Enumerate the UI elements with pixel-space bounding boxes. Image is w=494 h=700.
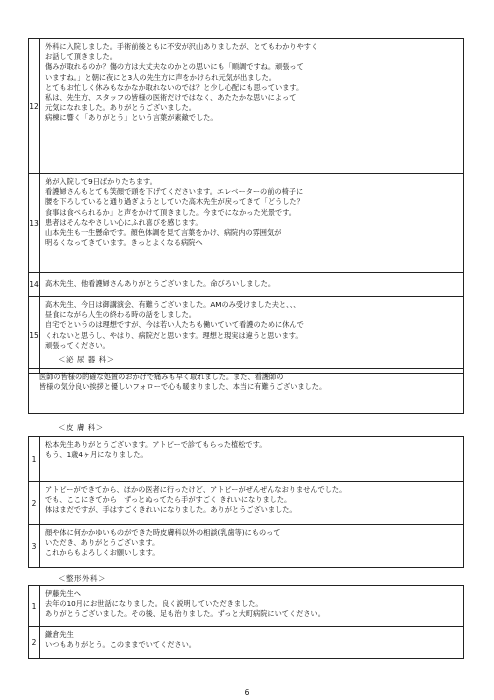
row-number: 14 xyxy=(29,273,40,297)
comment-cell xyxy=(40,586,464,627)
comment-text: 鎌倉先生 いつもありがとう。このままでいてください。 xyxy=(45,630,196,650)
comment-text: 伊藤先生へ 去年の10月にお世話になりました。良く説明していただきました。 ありがとうございました。その後、足も治りました。ずっと大町病院にいてください。 xyxy=(45,589,325,619)
row-number: 2 xyxy=(29,627,40,659)
comment-text: 高木先生、今日は御講演会、有難うございました。AMのみ受けました夫と、、、 昼食にながら人生の終わる時の話をしました。 自宅でというのは理想ですが、今は若い人たちも働いていて看護のために休んで くれないと思うし、やはり、病院だと思います。理想と現実は違うと思います。 頑張ってください。 xyxy=(45,300,304,350)
table-row xyxy=(29,525,464,568)
comment-cell xyxy=(29,369,464,414)
comment-text: 医師の皆様の的確な処置のおかげで痛みも早く取れました。また、看護師の 皆様の気分良い挨拶と優しいフォローで心も暖まりました、本当に有難うございました。 xyxy=(39,372,327,392)
comment-cell xyxy=(40,482,464,525)
comment-cell xyxy=(40,273,464,297)
comments-table-orthopedics xyxy=(28,585,464,659)
table-row xyxy=(29,437,464,482)
comment-text: 松本先生ありがとうございます。アトピーで診てもらった植松です。 もう、1歳4ヶ月になりました。 xyxy=(45,440,267,460)
row-number: 13 xyxy=(29,174,40,273)
row-number: 1 xyxy=(29,437,40,482)
row-number: 3 xyxy=(29,525,40,568)
row-number: 15 xyxy=(29,297,40,374)
comments-table-dermatology xyxy=(28,436,464,568)
section-heading-urology: ＜泌 尿 器 科＞ xyxy=(58,355,115,364)
table-row xyxy=(29,482,464,525)
comment-text: 顔や体に何かかゆいものができた時皮膚科以外の相談(乳歯等)にものって いただき、ありがとうございます。 これからもよろしくお願いします。 xyxy=(45,528,281,558)
comment-cell xyxy=(40,627,464,659)
comment-cell xyxy=(40,525,464,568)
table-row xyxy=(29,174,464,273)
row-number: 1 xyxy=(29,586,40,627)
table-row xyxy=(29,39,464,174)
table-row xyxy=(29,273,464,297)
comment-text: 弟が入院して9日ばかりたちます。 看護婦さんもとても笑顔で頭を下げてくださいます。エレベーターの前の椅子に 腰を下ろしていると通り過ぎようとしていた高木先生が戻ってきて「どうした？ 食事は食べられるか」と声をかけて頂きました。今までになかった光景です。 患者はそんなやさしい心にふれ喜びを感じます。 山本先生も一生懸命です。顔色体調を見て言葉をかけ、病院内の雰囲気が 明るくなってきています。きっとよくなる病院へ xyxy=(45,177,304,248)
comment-cell xyxy=(40,437,464,482)
section-heading-dermatology: ＜皮 膚 科＞ xyxy=(58,423,104,432)
row-number: 12 xyxy=(29,39,40,174)
comment-text: アトピーができてから、ほかの医者に行ったけど、アトピーがぜんぜんなおりませんでした。 でも、ここにきてから ずっとぬってたら手がすごく きれいになりました。 体はまだですが、手はすごくきれいになりました。ありがとうございました。 xyxy=(45,485,347,515)
table-row xyxy=(29,627,464,659)
page-number: 6 xyxy=(244,688,250,697)
comment-cell xyxy=(40,174,464,273)
comments-table-1 xyxy=(28,38,464,374)
comment-cell xyxy=(40,39,464,174)
table-row xyxy=(29,369,464,414)
section-heading-orthopedics: ＜整形外科＞ xyxy=(58,574,106,583)
comment-text: 外科に入院しました。手術前後ともに不安が沢山ありましたが、とてもわかりやすく お話して頂きました。 傷みが取れるのか？傷の方は大丈夫なのかとの思いにも「順調ですね。頑張って いますね。」と朝に夜にと3人の先生方に声をかけられ元気が出ました。 とてもお忙しく休みもなかなか取れないのでは？と少し心配にも思っています。 私は、先生方、スタッフの皆様の医術だけではなく、あたたかな思いによって 元気になれました。ありがとうございました。 病棟に響く「ありがとう」という言葉が素敵でした。 xyxy=(45,42,319,123)
comment-text: 高木先生、他看護婦さんありがとうございました。命びろいしました。 xyxy=(45,279,276,289)
table-row xyxy=(29,586,464,627)
row-number: 2 xyxy=(29,482,40,525)
comments-table-urology xyxy=(28,368,464,414)
